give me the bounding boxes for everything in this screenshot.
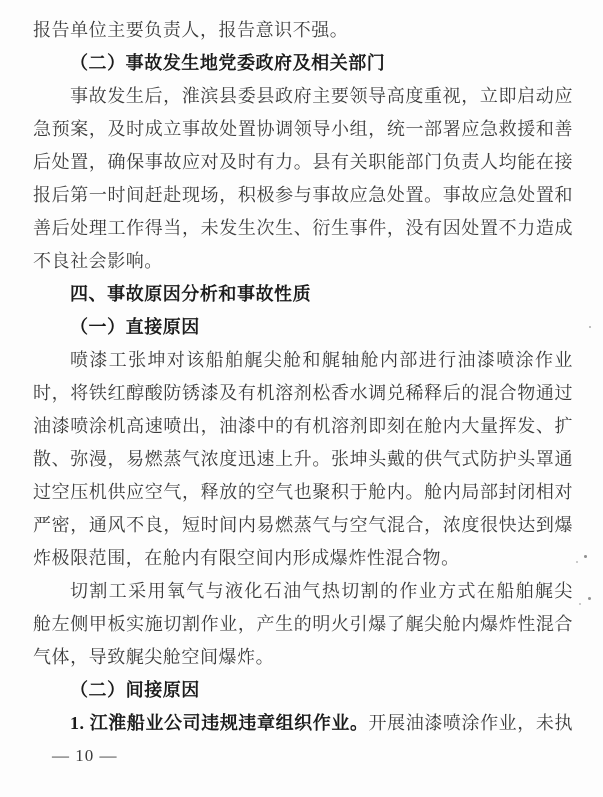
body-line: 不良社会影响。 bbox=[33, 251, 163, 271]
body-line: 善后处理工作得当，未发生次生、衍生事件，没有因处置不力造成 bbox=[33, 218, 573, 238]
body-line: 时，将铁红醇酸防锈漆及有机溶剂松香水调兑稀释后的混合物通过 bbox=[33, 383, 573, 403]
numbered-item-continuation: 开展油漆喷涂作业，未执 bbox=[368, 713, 573, 733]
body-line: 舱左侧甲板实施切割作业，产生的明火引爆了艉尖舱内爆炸性混合 bbox=[33, 614, 573, 634]
scan-speck bbox=[589, 326, 591, 328]
body-line: 散、弥漫，易燃蒸气浓度迅速上升。张坤头戴的供气式防护头罩通 bbox=[33, 449, 573, 469]
body-line: 严密，通风不良，短时间内易燃蒸气与空气混合，浓度很快达到爆 bbox=[33, 515, 573, 535]
scan-speck bbox=[588, 597, 591, 600]
chapter-heading-cause-analysis: 四、事故原因分析和事故性质 bbox=[70, 284, 312, 304]
body-line: 过空压机供应空气，释放的空气也聚积于舱内。舱内局部封闭相对 bbox=[33, 482, 573, 502]
subsection-heading-indirect-cause: （二）间接原因 bbox=[70, 680, 200, 700]
body-line: 事故发生后，淮滨县委县政府主要领导高度重视，立即启动应 bbox=[70, 86, 573, 106]
numbered-item-bold-lead: 1. 江淮船业公司违规违章组织作业。 bbox=[70, 713, 369, 733]
body-line: 后处置，确保事故应对及时有力。县有关职能部门负责人均能在接 bbox=[33, 152, 573, 172]
body-line: 急预案，及时成立事故处置协调领导小组，统一部署应急救援和善 bbox=[33, 119, 573, 139]
body-line: 喷漆工张坤对该船舶艉尖舱和艉轴舱内部进行油漆喷涂作业 bbox=[70, 350, 573, 370]
body-line-numbered-item bbox=[33, 707, 573, 740]
scan-speck bbox=[579, 603, 581, 605]
document-body bbox=[33, 14, 573, 740]
subsection-heading-direct-cause: （一）直接原因 bbox=[70, 317, 200, 337]
subsection-heading-local-government: （二）事故发生地党委政府及相关部门 bbox=[70, 53, 386, 73]
body-line: 油漆喷涂机高速喷出，油漆中的有机溶剂即刻在舱内大量挥发、扩 bbox=[33, 416, 573, 436]
scan-speck bbox=[576, 561, 578, 563]
page-number: — 10 — bbox=[52, 746, 118, 765]
body-line: 炸极限范围，在舱内有限空间内形成爆炸性混合物。 bbox=[33, 548, 460, 568]
body-line: 切割工采用氧气与液化石油气热切割的作业方式在船舶艉尖 bbox=[70, 581, 573, 601]
body-line: 报后第一时间赶赴现场，积极参与事故应急处置。事故应急处置和 bbox=[33, 185, 573, 205]
scan-speck bbox=[584, 555, 587, 558]
body-line: 气体，导致艉尖舱空间爆炸。 bbox=[33, 647, 275, 667]
body-line: 报告单位主要负责人，报告意识不强。 bbox=[33, 20, 349, 40]
